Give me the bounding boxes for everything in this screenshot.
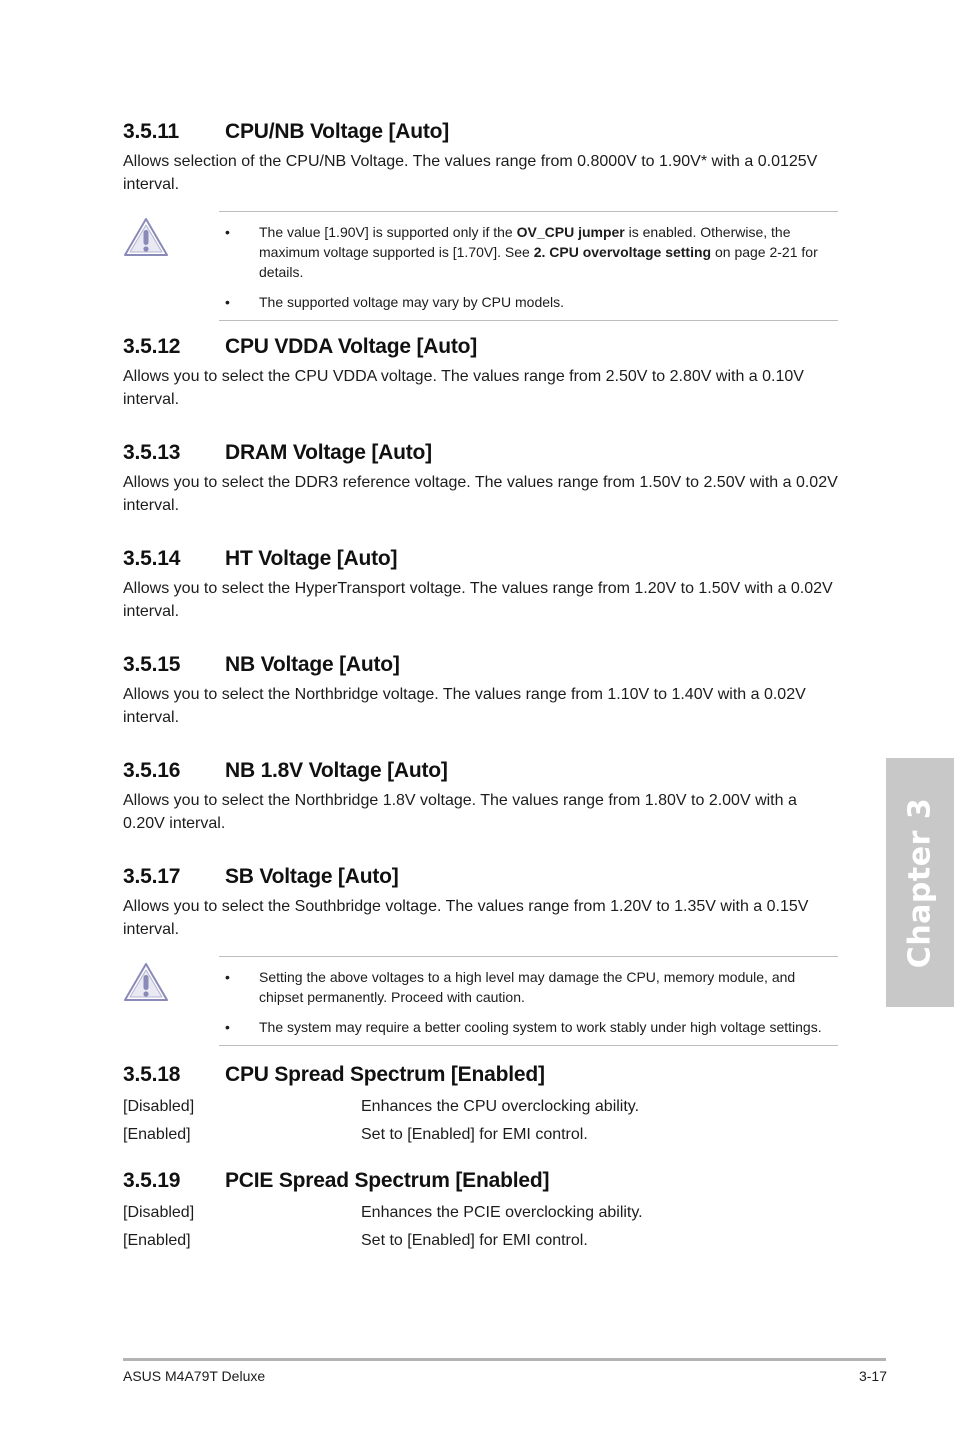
section-body: Allows you to select the Northbridge voltage. The values range from 1.10V to 1.40V with a 0.02V interval. [123, 686, 806, 726]
section-number: 3.5.13 [123, 441, 181, 464]
note-text: The supported voltage may vary by CPU models. [259, 294, 565, 310]
option-key: [Disabled] [123, 1204, 195, 1221]
warning-icon [123, 216, 169, 258]
section-title: CPU VDDA Voltage [Auto] [225, 335, 478, 358]
section-heading-pcie-spread-spectrum [123, 1161, 838, 1199]
bullet: • [225, 224, 230, 240]
section-heading-cpu-vdda-voltage [123, 327, 838, 365]
note-item [219, 1017, 838, 1037]
warning-icon [123, 961, 169, 1003]
section-number: 3.5.17 [123, 865, 181, 888]
option-row [123, 1121, 838, 1149]
section-heading-dram-voltage [123, 433, 838, 471]
footer-divider [123, 1358, 886, 1361]
option-list [123, 1199, 838, 1255]
chapter-tab [886, 758, 954, 1007]
footer-page-number: 3-17 [858, 1368, 887, 1384]
note-item [219, 292, 838, 312]
section-body: Allows you to select the Southbridge voltage. The values range from 1.20V to 1.35V with a 0.15V interval. [123, 898, 809, 938]
option-desc: Enhances the CPU overclocking ability. [361, 1098, 640, 1115]
bullet: • [225, 1019, 230, 1035]
section-heading-ht-voltage [123, 539, 838, 577]
caution-note [219, 956, 838, 1046]
section-number: 3.5.18 [123, 1063, 181, 1086]
option-list [123, 1093, 838, 1149]
section-body: Allows you to select the Northbridge 1.8V voltage. The values range from 1.80V to 2.00V with a 0.20V interval. [123, 792, 797, 832]
page-content [123, 112, 838, 1255]
note-bold-text: OV_CPU jumper [516, 224, 625, 240]
section-heading-nb-voltage [123, 645, 838, 683]
note-bold-text: 2. CPU overvoltage setting [533, 244, 712, 260]
option-row [123, 1199, 838, 1227]
section-number: 3.5.15 [123, 653, 181, 676]
section-number: 3.5.16 [123, 759, 181, 782]
chapter-tab-label: Chapter 3 [902, 797, 938, 968]
section-body: Allows you to select the DDR3 reference voltage. The values range from 1.50V to 2.50V with a 0.02V interval. [123, 474, 838, 514]
section-heading-cpu-spread-spectrum [123, 1055, 838, 1093]
section-heading-sb-voltage [123, 857, 838, 895]
section-title: PCIE Spread Spectrum [Enabled] [225, 1169, 550, 1192]
bullet: • [225, 294, 230, 310]
section-number: 3.5.11 [123, 120, 180, 143]
section-title: CPU Spread Spectrum [Enabled] [225, 1063, 545, 1086]
caution-note [219, 211, 838, 321]
section-number: 3.5.14 [123, 547, 181, 570]
section-title: SB Voltage [Auto] [225, 865, 399, 888]
note-text: is enabled. Otherwise, the maximum voltage supported is [1.70V]. See [259, 224, 791, 260]
section-title: HT Voltage [Auto] [225, 547, 398, 570]
footer-product-name: ASUS M4A79T Deluxe [123, 1368, 266, 1384]
option-row [123, 1227, 838, 1255]
section-body: Allows selection of the CPU/NB Voltage. The values range from 0.8000V to 1.90V* with a 0.0125V interval. [123, 153, 818, 193]
note-item [219, 967, 838, 1007]
section-title: NB 1.8V Voltage [Auto] [225, 759, 448, 782]
section-heading-nb-1-8v-voltage [123, 751, 838, 789]
section-body: Allows you to select the HyperTransport voltage. The values range from 1.20V to 1.50V with a 0.02V interval. [123, 580, 833, 620]
note-text: The value [1.90V] is supported only if the [259, 224, 517, 240]
section-title: NB Voltage [Auto] [225, 653, 400, 676]
note-text: The system may require a better cooling system to work stably under high voltage settings. [259, 1019, 822, 1035]
section-title: DRAM Voltage [Auto] [225, 441, 432, 464]
option-key: [Disabled] [123, 1098, 195, 1115]
option-key: [Enabled] [123, 1232, 191, 1249]
section-title: CPU/NB Voltage [Auto] [225, 120, 450, 143]
section-number: 3.5.12 [123, 335, 181, 358]
section-body: Allows you to select the CPU VDDA voltage. The values range from 2.50V to 2.80V with a 0.10V interval. [123, 368, 804, 408]
note-text: on page 2-21 for details. [259, 244, 818, 280]
section-number: 3.5.19 [123, 1169, 181, 1192]
note-text: Setting the above voltages to a high level may damage the CPU, memory module, and chipset permanently. Proceed with caution. [259, 969, 796, 1005]
option-desc: Set to [Enabled] for EMI control. [361, 1126, 588, 1143]
option-desc: Enhances the PCIE overclocking ability. [361, 1204, 643, 1221]
option-desc: Set to [Enabled] for EMI control. [361, 1232, 588, 1249]
option-row [123, 1093, 838, 1121]
option-key: [Enabled] [123, 1126, 191, 1143]
bullet: • [225, 969, 230, 985]
note-item [219, 222, 838, 282]
section-heading-cpu-nb-voltage [123, 112, 838, 150]
